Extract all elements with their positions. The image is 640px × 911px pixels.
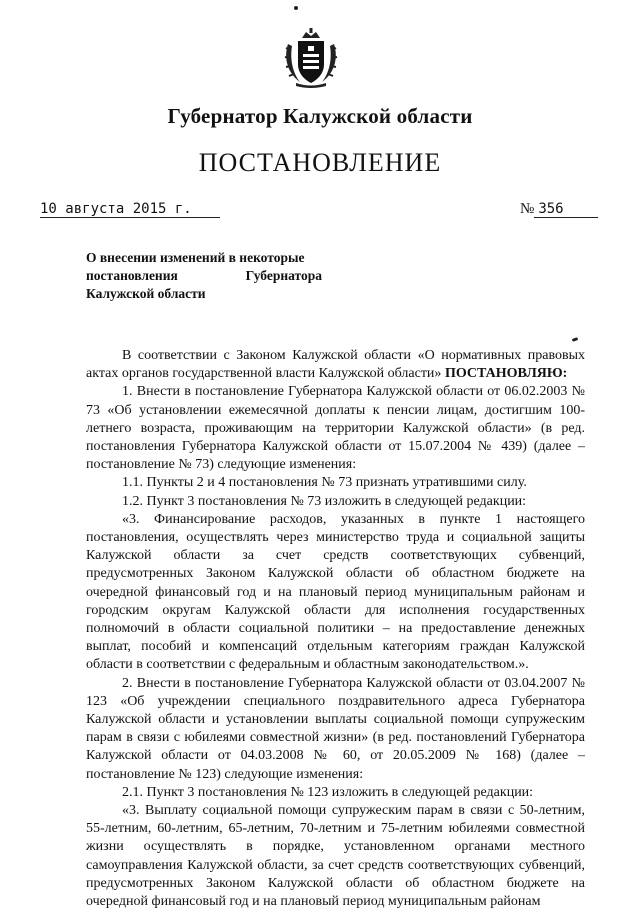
subject-line-2 — [86, 267, 322, 285]
document-body — [86, 347, 585, 911]
subject-line-2-part-b: Губернатора — [245, 268, 322, 283]
paragraph-1-1: 1.1. Пункты 2 и 4 постановления № 73 признать утратившими силу. — [122, 475, 527, 491]
paragraph-2-1-text: «3. Выплату социальной помощи супружеским парам в связи с 50-летним, 55-летним, 60-летним, 65-летним, 70-летним и 75-летним юбилеями совместной жизни осуществлять в порядке, установленном органами местного самоуправления Калужской области, за счет средств соответствующих субвенций, предусмотренных Законом Калужской области об областном бюджете на очередной финансовый год и на плановый период муниципальным районам — [86, 803, 585, 910]
document-type-heading: ПОСТАНОВЛЕНИЕ — [198, 148, 442, 177]
document-number — [520, 201, 598, 218]
paragraph-1: 1. Внести в постановление Губернатора Калужской области от 06.02.2003 № 73 «Об установлении ежемесячной доплаты к пенсии лицам, достигшим 100-летнего возраста, проживающим на территории Калужской области» (в ред. постановления Губернатора Калужской области от 15.07.2004 № 439) (далее – постановление № 73) следующие изменения: — [86, 384, 585, 473]
subject-line-2-part-a: постановления — [86, 268, 178, 283]
document-date: 10 августа 2015 г. — [40, 201, 220, 218]
subject-line-1: О внесении изменений в некоторые — [86, 250, 305, 265]
resolve-keyword: ПОСТАНОВЛЯЮ: — [444, 366, 568, 382]
paragraph-2: 2. Внести в постановление Губернатора Калужской области от 03.04.2007 № 123 «Об учреждении специального поздравительного адреса Губернатора Калужской области и установлении выплаты социальной помощи супружеским парам в связи с юбилеями совместной жизни» (в ред. постановлений Губернатора Калужской области от 04.03.2008 № 60, от 20.05.2009 № 168) (далее – постановление № 123) следующие изменения: — [86, 675, 585, 782]
number-sign: № — [520, 201, 535, 217]
subject-line-3: Калужской области — [86, 286, 206, 301]
document-subject — [86, 249, 322, 303]
paragraph-2-1: 2.1. Пункт 3 постановления № 123 изложить в следующей редакции: — [122, 784, 534, 800]
scan-dot — [294, 6, 298, 10]
paragraph-1-2-text: «3. Финансирование расходов, указанных в пункте 1 настоящего постановления, осуществлять через министерство труда и социальной защиты Калужской области за счет средств соответствующих субвенций, предусмотренных Законом Калужской области об областном бюджете на очередной финансовый год и на плановый период муниципальным районам и городским округам Калужской области для исполнения государственных полномочий в области социальной политики – на предоставление денежных выплат, пособий и компенсаций отдельным категориям граждан Калужской области в соответствии с федеральным и областным законодательством.». — [86, 511, 585, 673]
number-value: 356 — [534, 201, 598, 218]
coat-of-arms-emblem — [282, 28, 340, 88]
preamble-text: В соответствии с Законом Калужской области «О нормативных правовых актах органов государственной власти Калужской области» — [86, 348, 585, 382]
preamble-paragraph — [86, 347, 585, 383]
paragraph-1-2: 1.2. Пункт 3 постановления № 73 изложить в следующей редакции: — [122, 493, 527, 509]
scan-mark — [572, 337, 579, 342]
issuing-authority-title: Губернатор Калужской области — [167, 104, 473, 128]
